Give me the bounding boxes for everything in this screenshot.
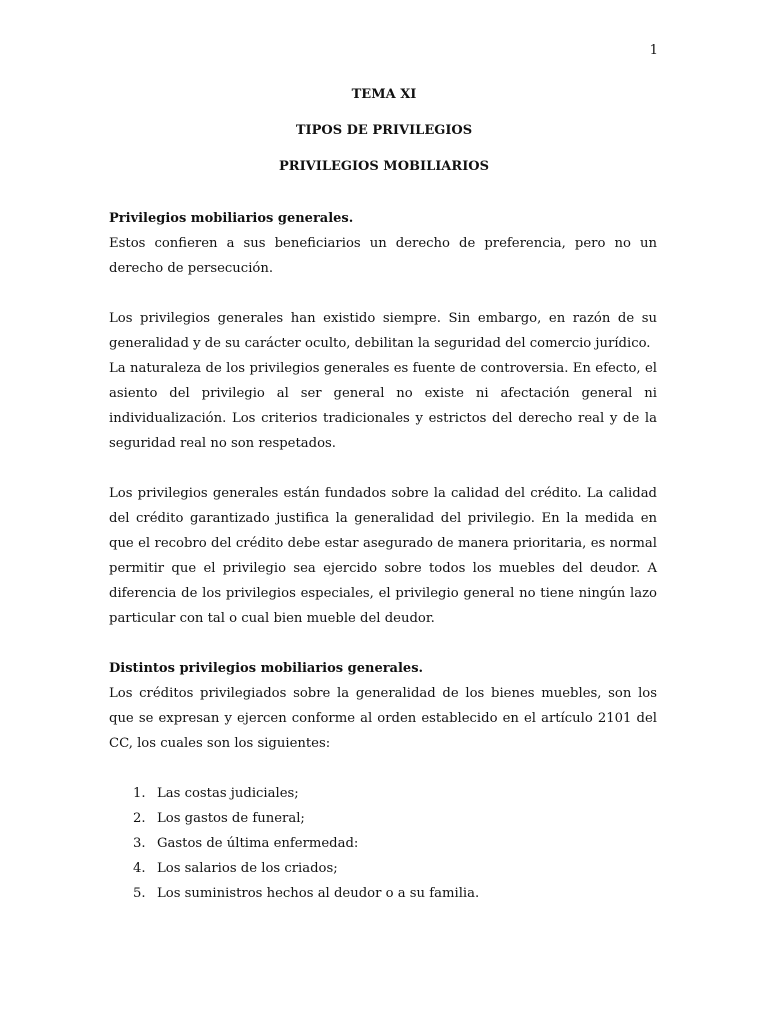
paragraph: Estos confieren a sus beneficiarios un derecho de preferencia, pero no un derecho de persecución. (109, 236, 657, 276)
paragraph: Los créditos privilegiados sobre la generalidad de los bienes muebles, son los que se expresan y ejercen conforme al orden establecido en el artículo 2101 del CC, los cuales son los siguientes: (109, 686, 657, 751)
paragraph: Los privilegios generales están fundados sobre la calidad del crédito. La calidad del crédito garantizado justifica la generalidad del privilegio. En la medida en que el recobro del crédito debe estar asegurado de manera prioritaria, es normal permitir que el privilegio sea ejercido sobre todos los muebles del deudor. A diferencia de los privilegios especiales, el privilegio general no tiene ningún lazo particular con tal o cual bien mueble del deudor. (109, 486, 657, 626)
list-text: Gastos de última enfermedad: (157, 836, 359, 851)
list-number: 3. (133, 836, 146, 851)
page-number: 1 (649, 43, 658, 58)
section-heading-generales: Privilegios mobiliarios generales. (109, 211, 354, 226)
title-tema: TEMA XI (351, 87, 417, 102)
title-tipos: TIPOS DE PRIVILEGIOS (295, 123, 473, 138)
list-item (109, 781, 657, 806)
list-number: 5. (133, 886, 146, 901)
paragraph: Los privilegios generales han existido siempre. Sin embargo, en razón de su generalidad y de su carácter oculto, debilitan la seguridad del comercio jurídico. (109, 311, 657, 351)
paragraph: La naturaleza de los privilegios generales es fuente de controversia. En efecto, el asiento del privilegio al ser general no existe ni afectación general ni individualización. Los criterios tradicionales y estrictos del derecho real y de la seguridad real no son respetados. (109, 361, 657, 451)
list-number: 1. (133, 786, 146, 801)
list-text: Los suministros hechos al deudor o a su familia. (157, 886, 480, 901)
list-item (109, 881, 657, 906)
list-item (109, 831, 657, 856)
list-text: Las costas judiciales; (157, 786, 299, 801)
list-item (109, 856, 657, 881)
list-item (109, 806, 657, 831)
title-privilegios: PRIVILEGIOS MOBILIARIOS (279, 159, 489, 174)
title-block (0, 86, 768, 194)
list-number: 2. (133, 811, 146, 826)
privilege-list (109, 781, 657, 906)
list-number: 4. (133, 861, 146, 876)
list-text: Los gastos de funeral; (157, 811, 305, 826)
list-text: Los salarios de los criados; (157, 861, 338, 876)
document-body (109, 206, 657, 906)
section-heading-distintos: Distintos privilegios mobiliarios generales. (109, 661, 424, 676)
